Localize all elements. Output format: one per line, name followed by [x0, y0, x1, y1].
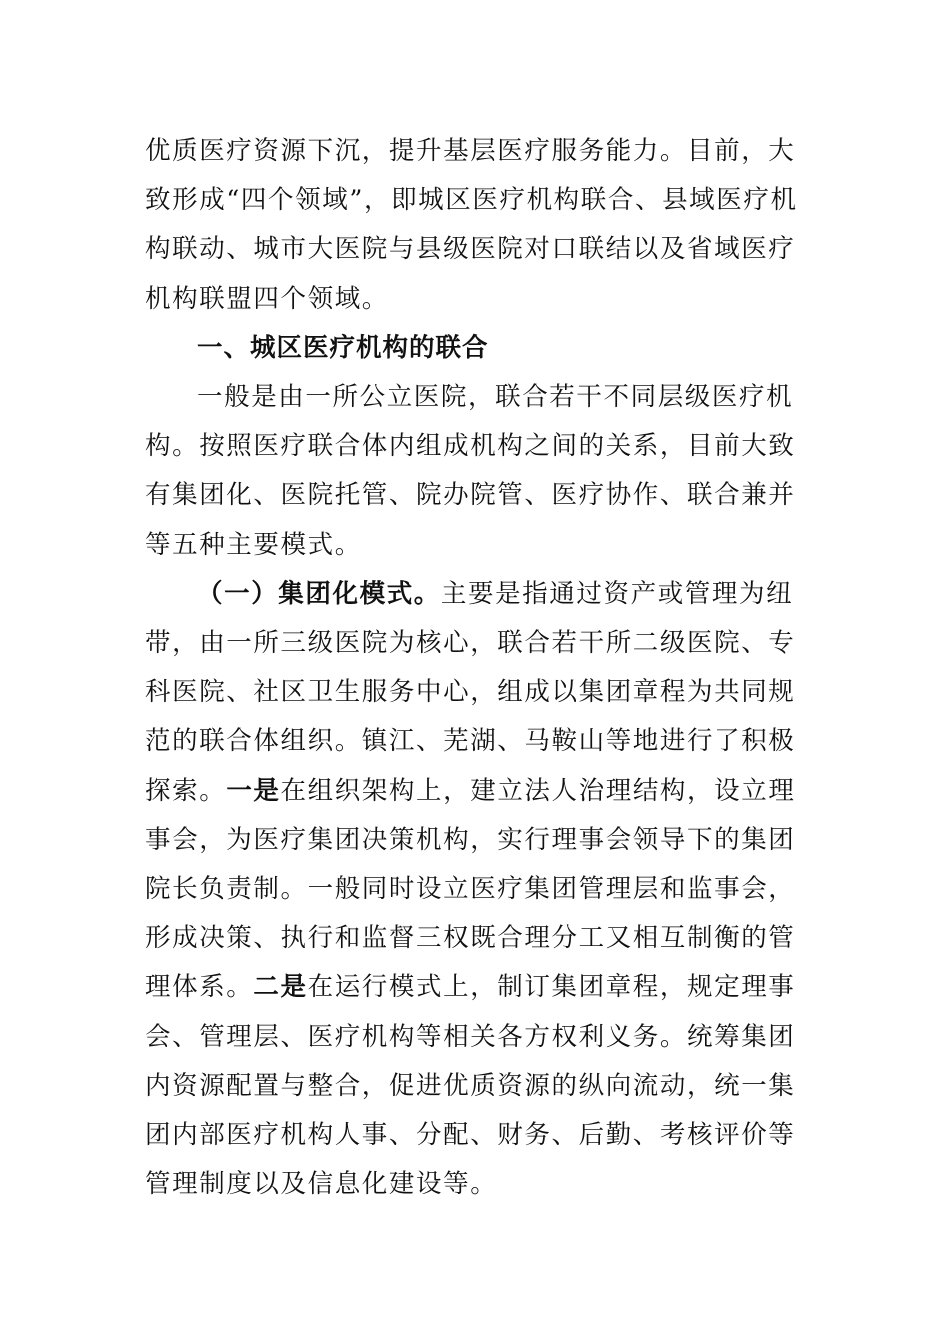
point-one-marker: 一是 [226, 775, 281, 806]
point-two-marker: 二是 [253, 972, 308, 1003]
paragraph-text: 在运行模式上，制订集团章程，规定理事会、管理层、医疗机构等相关各方权利义务。统筹集团内资源配置与整合，促进优质资源的纵向流动，统一集团内部医疗机构人事、分配、财务、后勤、考核评价等管理制度以及信息化建设等。 [145, 972, 796, 1200]
paragraph-section-intro: 一般是由一所公立医院，联合若干不同层级医疗机构。按照医疗联合体内组成机构之间的关系，目前大致有集团化、医院托管、院办院管、医疗协作、联合兼并等五种主要模式。 [145, 382, 796, 560]
paragraph-text: 主要是指通过资产或管理为纽带，由一所三级医院为核心，联合若干所二级医院、专科医院、社区卫生服务中心，组成以集团章程为共同规范的联合体组织。镇江、芜湖、马鞍山等地进行了积极探索。 [145, 578, 796, 806]
paragraph-group-model [145, 570, 805, 1210]
paragraph-text: 在组织架构上，建立法人治理结构，设立理事会，为医疗集团决策机构，实行理事会领导下的集团院长负责制。一般同时设立医疗集团管理层和监事会，形成决策、执行和监督三权既合理分工又相互制衡的管理体系。 [145, 775, 796, 1003]
subheading-group-model: （一）集团化模式。 [197, 578, 441, 609]
section-heading: 一、城区医疗机构的联合 [197, 332, 489, 363]
document-body [145, 127, 805, 1209]
paragraph-intro-continuation: 优质医疗资源下沉，提升基层医疗服务能力。目前，大致形成“四个领域”，即城区医疗机构联合、县域医疗机构联动、城市大医院与县级医院对口联结以及省域医疗机构联盟四个领域。 [145, 136, 798, 314]
